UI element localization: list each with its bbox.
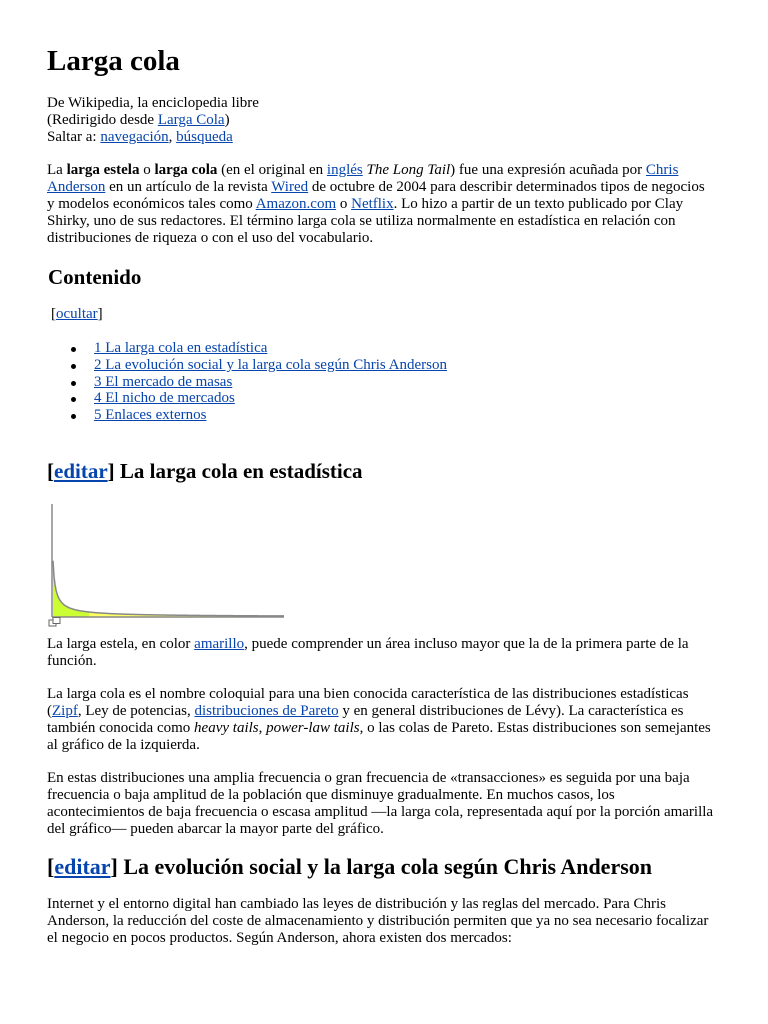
toc-item — [94, 407, 447, 424]
edit-bracket: [ — [47, 854, 55, 879]
section-2-title: La evolución social y la larga cola según Chris Anderson — [117, 854, 653, 879]
intro-text: de octubre de 2004 para describir determinados tipos de negocios y modelos económicos tales como — [47, 179, 705, 212]
toc-link-5[interactable]: 5 Enlaces externos — [94, 407, 207, 424]
edit-section-1-link[interactable]: editar — [54, 459, 108, 483]
article-meta — [47, 95, 717, 146]
section-1-title: La larga cola en estadística — [114, 459, 363, 483]
link-distribuciones-pareto[interactable]: distribuciones de Pareto — [194, 703, 339, 719]
toc-link-4[interactable]: 4 El nicho de mercados — [94, 390, 235, 407]
link-netflix[interactable]: Netflix — [351, 196, 394, 212]
figure-caption — [47, 636, 715, 670]
redirect-prefix: (Redirigido desde — [47, 112, 158, 128]
intro-bold-term: larga cola — [154, 162, 218, 178]
site-subtitle: De Wikipedia, la enciclopedia libre — [47, 95, 259, 111]
section-heading-estadistica — [47, 458, 363, 484]
paragraph-text: y en general distribuciones de Lévy). La característica es también conocida como — [47, 703, 684, 736]
paragraph-distribuciones — [47, 686, 715, 754]
distribution-curve — [53, 561, 284, 616]
toc-item — [94, 390, 447, 407]
paragraph-frecuencia: En estas distribuciones una amplia frecuencia o gran frecuencia de «transacciones» es seguida por una baja frecuencia o baja amplitud de la población que disminuye gradualmente. En muchos casos, los acontecimientos de baja frecuencia o escasa amplitud —la larga cola, representada aquí por la porción amarilla del gráfico— pueden abarcar la mayor parte del gráfico. — [47, 770, 714, 837]
paragraph-text: La larga cola es el nombre coloquial para una bien conocida característica de las distribuciones estadísticas ( — [47, 686, 689, 719]
redirect-suffix: ) — [224, 112, 230, 128]
toc-toggle-bracket: [ — [51, 306, 56, 322]
toc-link-2[interactable]: 2 La evolución social y la larga cola según Chris Anderson — [94, 356, 447, 373]
intro-italic-title: The Long Tail — [366, 162, 451, 178]
paragraph-text: , Ley de potencias, — [77, 703, 195, 719]
intro-text: (en el original en — [217, 162, 327, 178]
edit-bracket: [ — [47, 459, 54, 483]
paragraph-text: , — [258, 720, 267, 736]
italic-term: heavy tails — [194, 720, 259, 736]
edit-bracket: ] — [107, 459, 115, 483]
paragraph-internet: Internet y el entorno digital han cambiado las leyes de distribución y las reglas del mercado. Para Chris Anderson, la reducción del coste de almacenamiento y distribución permiten que ya no sea necesario focalizar el negocio en pocos productos. Según Anderson, ahora existen dos mercados: — [47, 896, 709, 946]
toc-item — [94, 357, 447, 374]
toc-title: Contenido — [48, 265, 142, 289]
long-tail-graph — [47, 500, 287, 630]
toc-link-3[interactable]: 3 El mercado de masas — [94, 373, 233, 390]
caption-text: , puede comprender un área incluso mayor que la de la primera parte de la función. — [47, 636, 689, 669]
redirect-source-link[interactable]: Larga Cola — [157, 112, 225, 128]
intro-text: La — [47, 162, 67, 178]
enlarge-icon[interactable] — [49, 618, 60, 627]
italic-term: power-law tails — [266, 720, 360, 736]
link-amazon[interactable]: Amazon.com — [255, 196, 337, 212]
link-ingles[interactable]: inglés — [326, 162, 363, 178]
edit-section-2-link[interactable]: editar — [54, 854, 111, 879]
redirect-note — [47, 112, 717, 129]
toc-link-1[interactable]: 1 La larga cola en estadística — [94, 340, 268, 356]
jump-prefix: Saltar a: — [47, 129, 101, 145]
long-tail-figure — [47, 500, 287, 630]
jump-links — [47, 129, 717, 146]
intro-text: . Lo hizo a partir de un texto publicado por Clay Shirky, uno de sus redactores. El término larga cola se utiliza normalmente en estadística en relación con distribuciones de riqueza o con el uso del vocabulario. — [47, 196, 684, 246]
link-amarillo[interactable]: amarillo — [194, 636, 245, 652]
intro-bold-term: larga estela — [66, 162, 140, 178]
intro-text: en un artículo de la revista — [105, 179, 272, 195]
intro-text: o — [336, 196, 352, 212]
toc-hide-link[interactable]: ocultar — [56, 306, 98, 322]
page-title: Larga cola — [47, 45, 180, 77]
toc-toggle-bracket: ] — [97, 306, 103, 322]
intro-text: o — [139, 162, 155, 178]
toc-item — [94, 340, 447, 357]
toc-item — [94, 374, 447, 391]
toc-list — [94, 340, 447, 424]
toc-toggle — [51, 306, 103, 323]
section-heading-evolucion — [47, 854, 652, 880]
jump-separator: , — [168, 129, 177, 145]
caption-text: La larga estela, en color — [47, 636, 195, 652]
link-chris-anderson[interactable]: Chris Anderson — [47, 162, 679, 195]
jump-search-link[interactable]: búsqueda — [176, 129, 233, 145]
intro-paragraph — [47, 162, 712, 247]
jump-navigation-link[interactable]: navegación — [100, 129, 169, 145]
intro-text: ) fue una expresión acuñada por — [450, 162, 646, 178]
paragraph-text: , o las colas de Pareto. Estas distribuciones son semejantes al gráfico de la izquierda. — [47, 720, 711, 753]
edit-bracket: ] — [110, 854, 118, 879]
link-wired[interactable]: Wired — [271, 179, 309, 195]
link-zipf[interactable]: Zipf — [52, 703, 78, 719]
